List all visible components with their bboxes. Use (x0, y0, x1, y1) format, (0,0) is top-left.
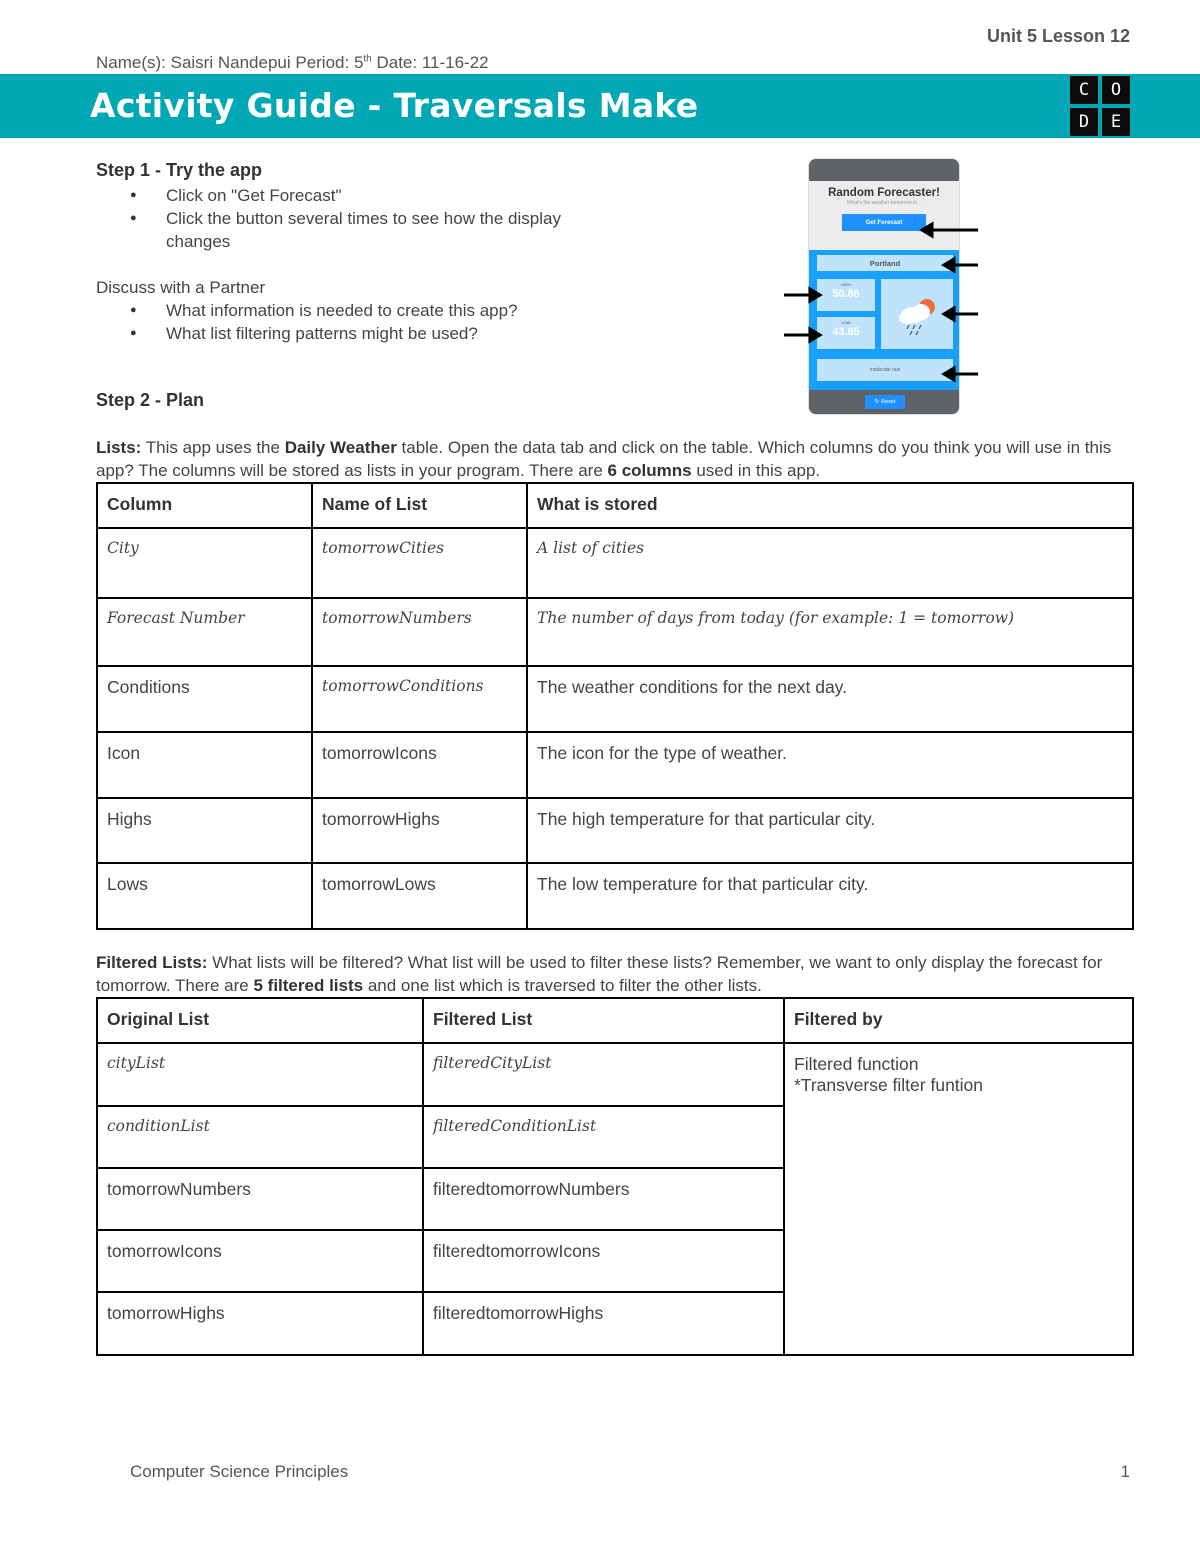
high-value: 50.86 (832, 288, 860, 300)
table-cell: The high temperature for that particular city. (527, 798, 1133, 863)
annotation-arrows (780, 210, 980, 390)
table-cell: A list of cities (527, 528, 1133, 598)
page-number: 1 (1120, 1462, 1130, 1481)
filtered-by-cell (784, 1043, 1133, 1355)
filtered-text: What lists will be filtered? What list will be used to filter these lists? Remember, we want to only display the forecast for tomorrow. There are (96, 953, 1103, 995)
table-row (97, 863, 1133, 929)
table-cell: filteredCityList (423, 1043, 784, 1106)
lists-paragraph (96, 437, 1136, 482)
table-cell: The icon for the type of weather. (527, 732, 1133, 798)
column-header: Original List (97, 998, 423, 1043)
table-cell: tomorrowNumbers (312, 598, 527, 666)
filtered-text: and one list which is traversed to filter the other lists. (363, 975, 762, 995)
filtered-by-line: *Transverse filter funtion (794, 1075, 984, 1095)
get-forecast-button: Get Forecast (842, 214, 926, 231)
filtered-lists-label: Filtered Lists: (96, 953, 208, 972)
table-cell: Icon (97, 732, 312, 798)
column-header: Filtered List (423, 998, 784, 1043)
name-period-date-line (96, 53, 489, 73)
reset-button (865, 395, 905, 409)
name-label: Name(s): Saisri Nandepui Period: 5 (96, 53, 364, 72)
columns-table (96, 482, 1134, 930)
table-cell: The weather conditions for the next day. (527, 666, 1133, 732)
table-cell: The number of days from today (for example: 1 = tomorrow) (527, 598, 1133, 666)
filtered-by-line: Filtered function (794, 1054, 919, 1074)
list-item: ● What list filtering patterns might be used? (130, 322, 570, 345)
reset-label: Reset (881, 399, 896, 405)
code-logo (1070, 76, 1130, 136)
logo-letter: E (1102, 108, 1130, 136)
table-row (97, 798, 1133, 863)
table-cell: Highs (97, 798, 312, 863)
table-cell: tomorrowHighs (97, 1292, 423, 1355)
table-cell: filteredtomorrowHighs (423, 1292, 784, 1355)
low-value: 43.65 (832, 326, 860, 338)
table-cell: tomorrowHighs (312, 798, 527, 863)
table-cell: filteredConditionList (423, 1106, 784, 1168)
table-row (97, 732, 1133, 798)
step2-heading: Step 2 - Plan (96, 390, 205, 410)
table-cell: The low temperature for that particular city. (527, 863, 1133, 929)
list-item: ● Click on "Get Forecast" (130, 184, 570, 207)
table-header-row (97, 483, 1133, 528)
table-cell: Lows (97, 863, 312, 929)
lists-text: This app uses the (141, 438, 285, 457)
phone-bottom-bar (809, 390, 960, 414)
list-item: ● What information is needed to create this app? (130, 299, 570, 322)
date-label: Date: 11-16-22 (371, 53, 489, 72)
phone-top-bar (809, 159, 959, 181)
unit-lesson-label: Unit 5 Lesson 12 (986, 26, 1130, 46)
city-label: Portland (817, 255, 953, 271)
table-cell: filteredtomorrowNumbers (423, 1168, 784, 1230)
table-row (97, 666, 1133, 732)
footer-course-name: Computer Science Principles (130, 1462, 349, 1481)
lists-label: Lists: (96, 438, 142, 457)
high-label: HIGH (841, 282, 851, 287)
table-cell: Forecast Number (97, 598, 312, 666)
column-header: Column (97, 483, 312, 528)
lists-text: used in this app. (691, 460, 821, 480)
page-title: Activity Guide - Traversals Make (90, 86, 699, 125)
table-cell: cityList (97, 1043, 423, 1106)
reset-icon: ↻ (874, 399, 880, 405)
table-row (97, 528, 1133, 598)
step1-bullet-list (130, 184, 570, 253)
lists-column-count: 6 columns (607, 460, 692, 480)
table-cell: tomorrowNumbers (97, 1168, 423, 1230)
table-row (97, 1043, 1133, 1106)
lists-text: table. Open the data tab and click on the table. Which columns do you think you will use in this app? The columns will be stored as lists in your program. There are (96, 438, 1112, 480)
logo-letter: C (1070, 76, 1098, 104)
table-cell: filteredtomorrowIcons (423, 1230, 784, 1292)
table-header-row (97, 998, 1133, 1043)
condition-label: moderate rain (817, 359, 953, 381)
lists-table-name: Daily Weather (284, 438, 397, 457)
table-row (97, 598, 1133, 666)
period-superscript: th (363, 53, 372, 65)
step1-heading: Step 1 - Try the app (96, 160, 263, 180)
column-header: Name of List (312, 483, 527, 528)
table-cell: Conditions (97, 666, 312, 732)
table-cell: tomorrowIcons (312, 732, 527, 798)
table-cell: tomorrowLows (312, 863, 527, 929)
table-cell: tomorrowConditions (312, 666, 527, 732)
table-cell: conditionList (97, 1106, 423, 1168)
discuss-bullet-list (130, 299, 570, 345)
filtered-count: 5 filtered lists (253, 975, 364, 995)
app-title: Random Forecaster! (828, 187, 940, 199)
table-cell: tomorrowIcons (97, 1230, 423, 1292)
filtered-lists-paragraph (96, 952, 1136, 997)
table-cell: tomorrowCities (312, 528, 527, 598)
logo-letter: D (1070, 108, 1098, 136)
discuss-heading: Discuss with a Partner (96, 278, 266, 297)
low-label: LOW (841, 320, 851, 325)
filtered-lists-table (96, 997, 1134, 1356)
title-banner (0, 74, 1200, 138)
column-header: What is stored (527, 483, 1133, 528)
table-cell: City (97, 528, 312, 598)
logo-letter: O (1102, 76, 1130, 104)
list-item: ● Click the button several times to see how the display changes (130, 207, 570, 253)
column-header: Filtered by (784, 998, 1133, 1043)
app-subtitle: What's the weather tomorrow in... (846, 200, 922, 206)
